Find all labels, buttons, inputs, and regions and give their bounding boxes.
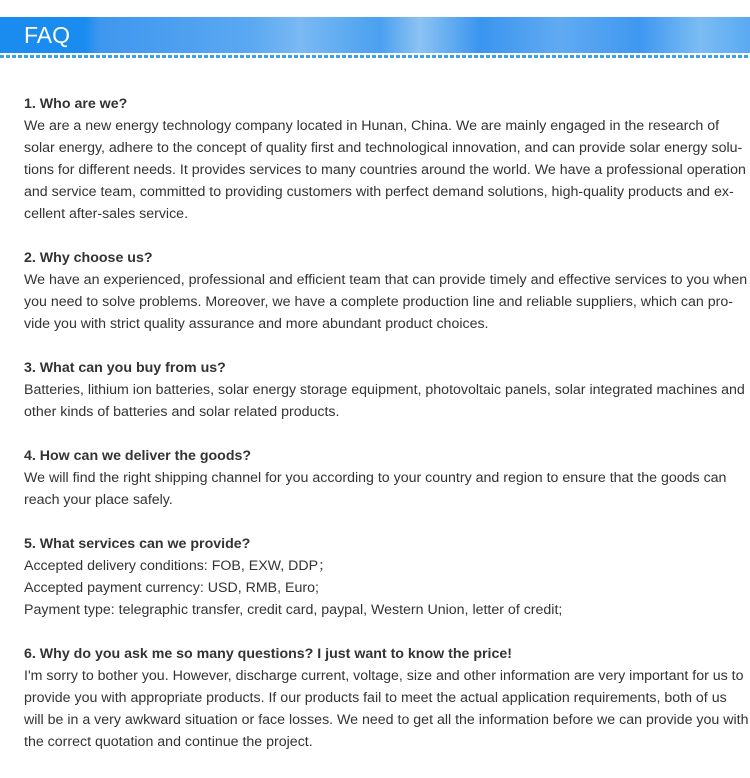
faq-title: FAQ bbox=[24, 22, 71, 48]
faq-answer-line: We have an experienced, professional and efficient team that can provide timely and effective services to you when bbox=[24, 272, 748, 288]
faq-question: 5. What services can we provide? bbox=[24, 536, 251, 552]
faq-question: 2. Why choose us? bbox=[24, 250, 153, 266]
faq-list bbox=[24, 93, 749, 775]
faq-answer-line: cellent after-sales service. bbox=[24, 206, 189, 222]
faq-answer-line: vide you with strict quality assurance and more abundant product choices. bbox=[24, 316, 489, 332]
faq-item bbox=[24, 643, 749, 753]
faq-answer-line: Batteries, lithium ion batteries, solar energy storage equipment, photovoltaic panels, solar integrated machines and bbox=[24, 382, 745, 398]
faq-answer-line: We will find the right shipping channel for you according to your country and region to ensure that the goods can bbox=[24, 470, 727, 486]
faq-answer-line: We are a new energy technology company located in Hunan, China. We are mainly engaged in the research of bbox=[24, 118, 720, 134]
faq-answer-line: the correct quotation and continue the project. bbox=[24, 734, 313, 750]
faq-answer-line: you need to solve problems. Moreover, we have a complete production line and reliable suppliers, which can pro- bbox=[24, 294, 733, 310]
faq-answer-line: provide you with appropriate products. If our products fail to meet the actual application requirements, both of us bbox=[24, 690, 727, 706]
faq-answer-line: and service team, committed to providing customers with perfect demand solutions, high-quality products and ex- bbox=[24, 184, 734, 200]
faq-answer-line: Accepted payment currency: USD, RMB, Euro; bbox=[24, 580, 319, 596]
faq-answer-line: other kinds of batteries and solar related products. bbox=[24, 404, 340, 420]
faq-answer-line: Accepted delivery conditions: FOB, EXW, DDP； bbox=[24, 558, 333, 574]
faq-question: 6. Why do you ask me so many questions? I just want to know the price! bbox=[24, 646, 512, 662]
faq-item bbox=[24, 247, 748, 335]
faq-answer-line: will be in a very awkward situation or face losses. We need to get all the information before we can provide you with bbox=[24, 712, 749, 728]
faq-answer-line: solar energy, adhere to the concept of quality first and technological innovation, and can provide solar energy solu- bbox=[24, 140, 743, 156]
faq-item bbox=[24, 93, 744, 225]
divider bbox=[0, 55, 750, 58]
faq-question: 1. Who are we? bbox=[24, 96, 128, 112]
faq-banner bbox=[0, 17, 750, 53]
faq-answer-line: Payment type: telegraphic transfer, credit card, paypal, Western Union, letter of credit; bbox=[24, 602, 563, 618]
faq-answer-line: I'm sorry to bother you. However, discharge current, voltage, size and other information are very important for us to bbox=[24, 668, 744, 684]
faq-answer-line: tions for different needs. It provides services to many countries around the world. We have a professional operation bbox=[24, 162, 746, 178]
faq-item bbox=[24, 533, 744, 621]
faq-answer-line: reach your place safely. bbox=[24, 492, 173, 508]
faq-question: 3. What can you buy from us? bbox=[24, 360, 226, 376]
faq-item bbox=[24, 357, 744, 423]
faq-question: 4. How can we deliver the goods? bbox=[24, 448, 252, 464]
faq-item bbox=[24, 445, 744, 511]
